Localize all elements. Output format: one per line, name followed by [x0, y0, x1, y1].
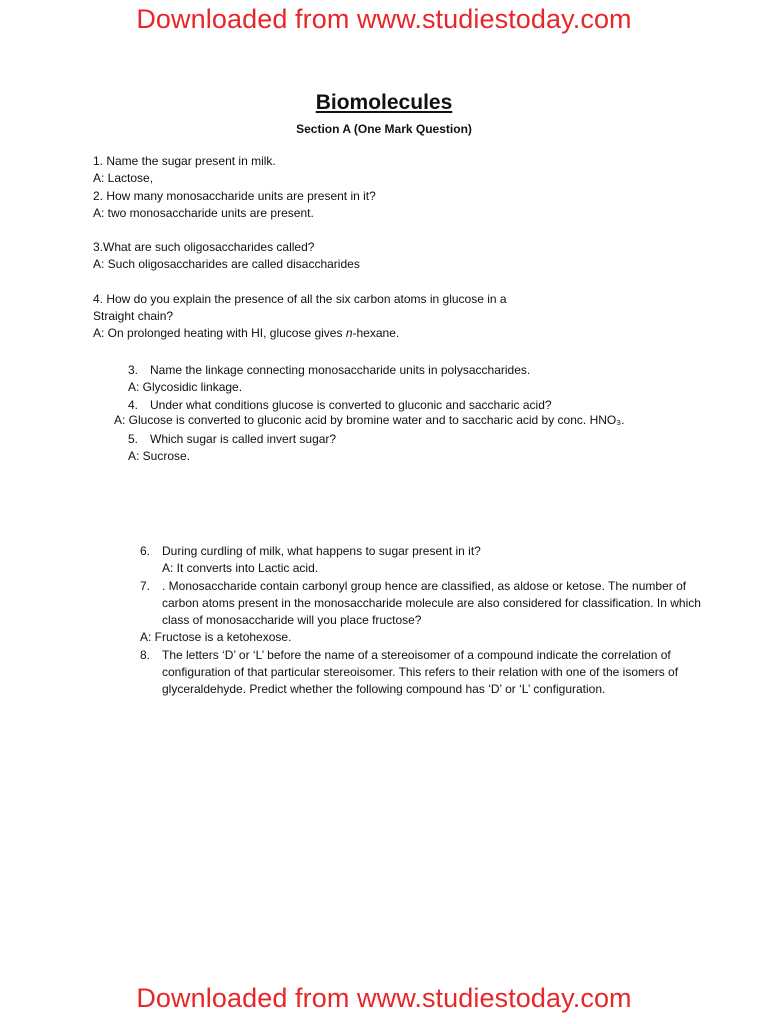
- answer-gluconic: A: Glucose is converted to gluconic acid by bromine water and to saccharic acid by conc. HNO₃.: [114, 413, 625, 427]
- answer-3: A: Such oligosaccharides are called disaccharides: [93, 257, 360, 272]
- list-item: [140, 543, 710, 578]
- question-text: . Monosaccharide contain carbonyl group hence are classified, as aldose or ketose. The number of carbon atoms present in the monosaccharide molecule are also considered for classification. In which class of monosaccharide will you place fructose?: [162, 578, 701, 628]
- answer-text: A: It converts into Lactic acid.: [162, 561, 319, 576]
- question-text: Under what conditions glucose is converted to gluconic and saccharic acid?: [150, 397, 552, 412]
- list-item: [128, 431, 552, 448]
- question-text: During curdling of milk, what happens to sugar present in it?: [162, 544, 481, 558]
- download-banner-bottom: Downloaded from www.studiestoday.com: [136, 983, 632, 1013]
- answer-2: A: two monosaccharide units are present.: [93, 205, 314, 220]
- question-text: Name the linkage connecting monosaccharide units in polysaccharides.: [150, 363, 531, 377]
- question-3: 3.What are such oligosaccharides called?: [93, 240, 315, 255]
- list-number: 8.: [140, 647, 151, 662]
- section-heading: Section A (One Mark Question): [296, 122, 472, 136]
- questions-block-3: [140, 543, 710, 699]
- list-item: [128, 362, 552, 379]
- answer-4-text: A: On prolonged heating with HI, glucose gives: [93, 326, 346, 341]
- answer-text: A: Sucrose.: [128, 449, 191, 464]
- question-2: 2. How many monosaccharide units are present in it?: [93, 188, 376, 203]
- questions-block-1: [93, 153, 507, 343]
- list-number: 4.: [128, 397, 139, 412]
- list-number: 3.: [128, 363, 139, 377]
- list-item: [140, 578, 710, 630]
- download-banner-top: Downloaded from www.studiestoday.com: [136, 4, 632, 34]
- list-item: [128, 397, 552, 414]
- page-title: Biomolecules: [315, 91, 453, 114]
- answer-4: [93, 325, 507, 342]
- question-4-cont: Straight chain?: [93, 309, 174, 324]
- question-1: 1. Name the sugar present in milk.: [93, 154, 276, 168]
- question-4: 4. How do you explain the presence of all the six carbon atoms in glucose in a: [93, 291, 507, 306]
- question-text: The letters ‘D’ or ‘L’ before the name of a stereoisomer of a compound indicate the correlation of configuration of that particular stereoisomer. This refers to their relation with one of the isomers of glyceraldehyde. Predict whether the following compound has ‘D’ or ‘L’ configuration.: [162, 647, 679, 697]
- list-number: 5.: [128, 432, 139, 447]
- list-number: 7.: [140, 578, 151, 593]
- answer-text: A: Fructose is a ketohexose.: [140, 630, 292, 645]
- list-number: 6.: [140, 544, 151, 558]
- answer-4-tail: -hexane.: [352, 326, 400, 341]
- answer-4-italic: n: [345, 326, 353, 341]
- answer-text: A: Glycosidic linkage.: [128, 380, 243, 395]
- answer-1: A: Lactose,: [93, 171, 154, 186]
- question-text: Which sugar is called invert sugar?: [150, 432, 337, 447]
- list-item: [140, 647, 710, 699]
